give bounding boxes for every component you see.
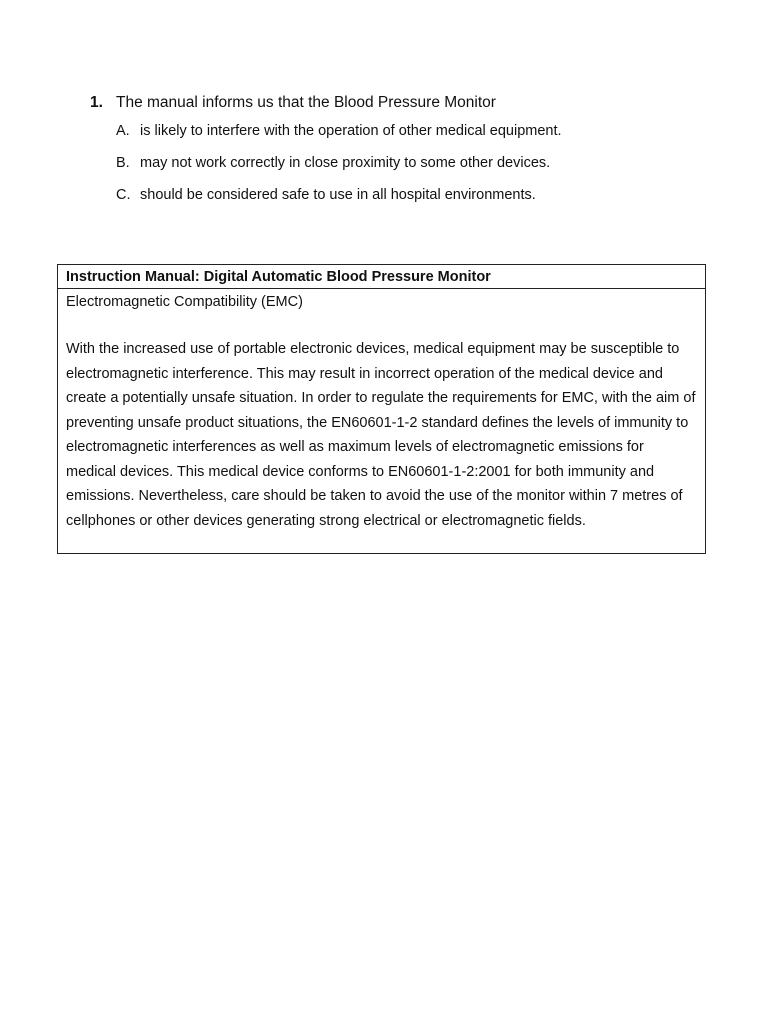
question-stem: The manual informs us that the Blood Pressure Monitor — [116, 94, 496, 111]
option-text: should be considered safe to use in all hospital environments. — [140, 187, 536, 203]
question-block — [90, 92, 710, 217]
answer-options — [90, 121, 710, 205]
question-stem-line — [90, 92, 710, 114]
option-a[interactable] — [116, 121, 710, 141]
option-text: may not work correctly in close proximity to some other devices. — [140, 155, 551, 171]
option-letter: C. — [116, 187, 131, 203]
option-letter: B. — [116, 155, 130, 171]
option-b[interactable] — [116, 153, 710, 173]
manual-title: Instruction Manual: Digital Automatic Blood Pressure Monitor — [58, 265, 705, 289]
question-number: 1. — [90, 94, 103, 111]
option-c[interactable] — [116, 185, 710, 205]
option-letter: A. — [116, 123, 130, 139]
option-text: is likely to interfere with the operation of other medical equipment. — [140, 123, 562, 139]
manual-excerpt-box — [57, 264, 706, 554]
manual-body-text: With the increased use of portable electronic devices, medical equipment may be susceptible to electromagnetic interference. This may result in incorrect operation of the medical device and create a potentially unsafe situation. In order to regulate the requirements for EMC, with the aim of preventing unsafe product situations, the EN60601-1-2 standard defines the levels of immunity to electromagnetic interferences as well as maximum levels of electromagnetic emissions for medical devices. This medical device conforms to EN60601-1-2:2001 for both immunity and emissions. Nevertheless, care should be taken to avoid the use of the monitor within 7 metres of cellphones or other devices generating strong electrical or electromagnetic fields. — [66, 341, 696, 529]
manual-section-heading: Electromagnetic Compatibility (EMC) — [66, 294, 303, 310]
